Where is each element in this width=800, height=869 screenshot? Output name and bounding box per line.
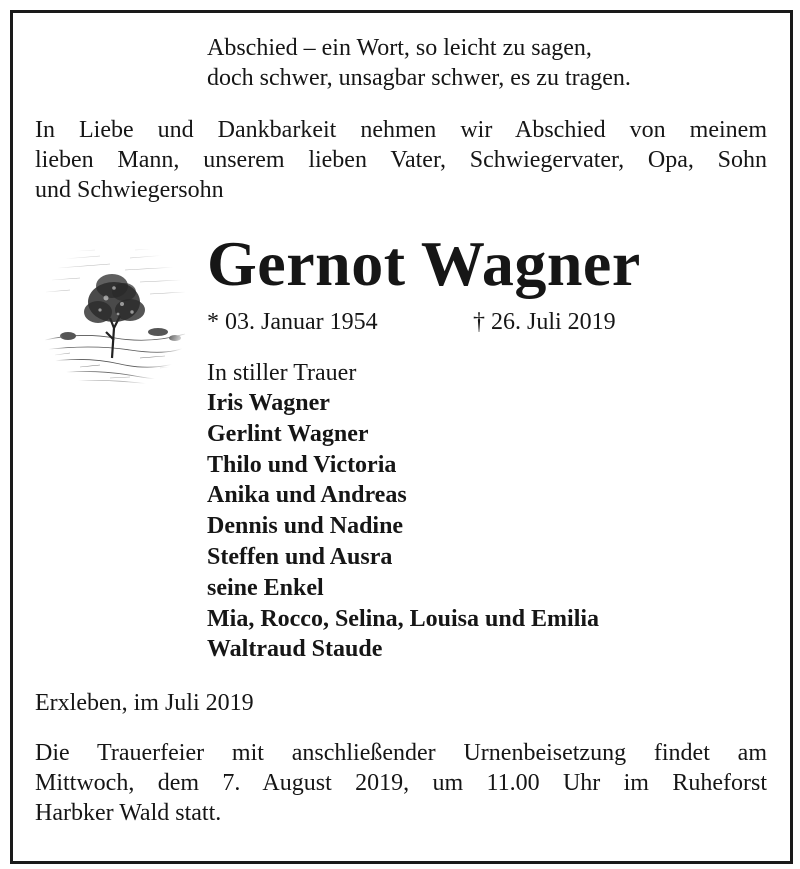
birth-date: * 03. Januar 1954 [207,309,378,335]
mourner-name: Thilo und Victoria [207,451,397,478]
mourner-name: Steffen und Ausra [207,543,393,570]
place-date: Erxleben, im Juli 2019 [35,690,254,716]
intro-line: und Schwiegersohn [35,177,224,203]
mourning-heading: In stiller Trauer [207,360,357,386]
mourner-name: Gerlint Wagner [207,420,369,447]
mourners-list [207,388,599,665]
intro-line: In Liebe und Dankbarkeit nehmen wir Abschied von meinem [35,117,767,143]
mourner-name: Anika und Andreas [207,482,407,509]
mourner-name: Mia, Rocco, Selina, Louisa und Emilia [207,605,600,632]
funeral-line: Die Trauerfeier mit anschließender Urnenbeisetzung findet am [35,740,767,766]
deceased-name: Gernot Wagner [207,228,641,299]
intro-text [35,115,767,205]
mourner-name: seine Enkel [207,574,324,601]
mourner-name: Iris Wagner [207,390,330,416]
funeral-line: Harbker Wald statt. [35,800,222,826]
funeral-line: Mittwoch, dem 7. August 2019, um 11.00 Uhr im Ruheforst [35,770,767,796]
tree-landscape-icon [40,240,190,390]
death-date: † 26. Juli 2019 [473,309,616,335]
poem [207,33,631,93]
poem-line: Abschied – ein Wort, so leicht zu sagen, [207,35,592,61]
intro-line: lieben Mann, unserem lieben Vater, Schwiegervater, Opa, Sohn [35,147,767,173]
mourner-name: Waltraud Staude [207,636,383,663]
poem-line: doch schwer, unsagbar schwer, es zu tragen. [207,65,631,91]
mourner-name: Dennis und Nadine [207,513,404,540]
funeral-info [35,738,767,828]
